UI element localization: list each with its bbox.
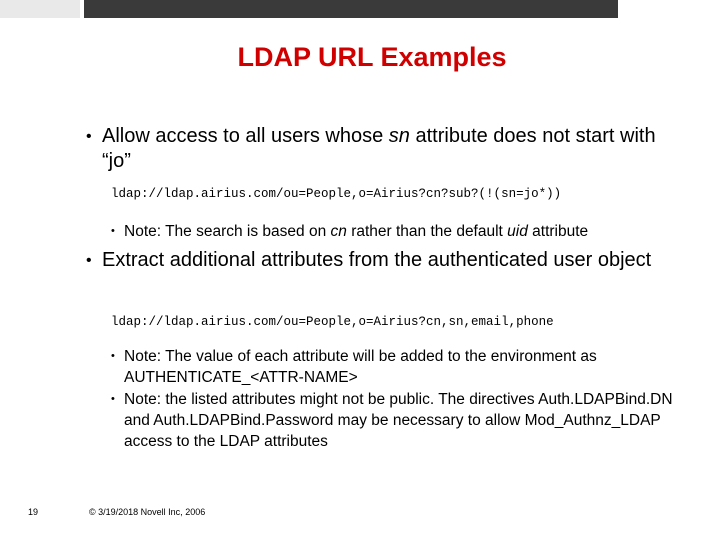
copyright-text: © 3/19/2018 Novell Inc, 2006: [89, 507, 206, 517]
bullet-1: [86, 124, 682, 174]
note-1-1-pre: Note: The search is based on: [124, 223, 331, 240]
note-2-1-text: Note: The value of each attribute will be added to the environment as AUTHENTICATE_<ATTR-NAME>: [124, 348, 597, 386]
page-number: 19: [28, 507, 39, 517]
code-example-1: ldap://ldap.airius.com/ou=People,o=Airius?cn?sub?(!(sn=jo*)): [111, 187, 562, 201]
note-1-1-post: attribute: [527, 223, 589, 240]
bullet-2-text: Extract additional attributes from the authenticated user object: [102, 249, 652, 271]
top-bar-left: [0, 0, 80, 18]
top-bar-right: [84, 0, 618, 18]
bullet-2: [86, 248, 662, 273]
note-1-1-em2: uid: [507, 223, 528, 240]
note-1-1: [111, 221, 684, 242]
bullet-dot-icon: •: [86, 128, 92, 145]
bullet-1-text-pre: Allow access to all users whose: [102, 125, 389, 147]
note-2-1: [111, 346, 669, 388]
bullet-1-text-post: attribute does not start with “jo”: [102, 125, 656, 172]
note-2-2: [111, 389, 674, 452]
note-1-1-mid: rather than the default: [346, 223, 508, 240]
note-2-2-text: Note: the listed attributes might not be public. The directives Auth.LDAPBind.DN and Auth.LDAPBind.Password may be necessary to allow Mod_Authnz_LDAP access to the LDAP attributes: [124, 391, 673, 450]
sub-bullet-dot-icon: •: [111, 393, 115, 405]
code-example-2: ldap://ldap.airius.com/ou=People,o=Airius?cn,sn,email,phone: [111, 315, 554, 329]
note-1-1-em1: cn: [330, 223, 347, 240]
bullet-dot-icon: •: [86, 252, 92, 269]
sub-bullet-dot-icon: •: [111, 225, 115, 237]
sub-bullet-dot-icon: •: [111, 350, 115, 362]
slide-title: LDAP URL Examples: [237, 42, 507, 72]
bullet-1-text-em: sn: [388, 125, 410, 147]
